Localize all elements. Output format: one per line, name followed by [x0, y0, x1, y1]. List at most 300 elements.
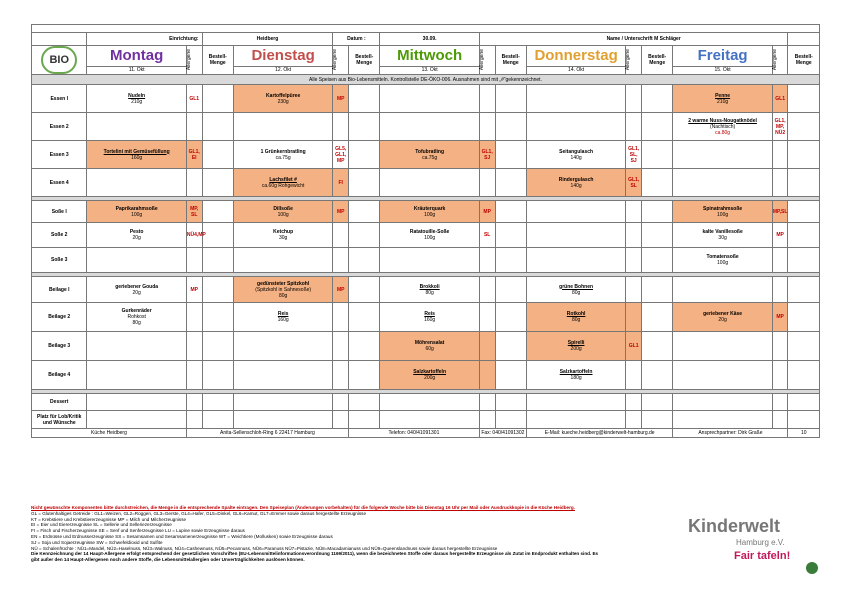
order-quantity-cell[interactable] [642, 411, 673, 429]
allergen-cell [186, 169, 202, 197]
allergen-cell [479, 248, 495, 273]
meal-cell [233, 113, 332, 141]
allergen-code: GL1, EI [188, 148, 200, 161]
meal-name: Ketchup [273, 229, 294, 235]
meal-cell [526, 113, 625, 141]
allergen-code: NÜ4,MP [186, 232, 206, 238]
order-quantity-cell[interactable] [642, 361, 673, 390]
allergen-cell [186, 113, 202, 141]
meal-name: geriebener Käse [703, 311, 743, 317]
menu-row-essen4 [32, 169, 820, 197]
meal-amount: 80g [278, 292, 288, 299]
menu-row-sosse3 [32, 248, 820, 273]
row-label: Beilage 3 [32, 332, 87, 361]
order-quantity-cell[interactable] [495, 248, 526, 273]
meal-name: Seitangulasch [559, 148, 594, 155]
order-quantity-cell[interactable] [788, 141, 820, 169]
meal-amount: 230g [277, 98, 289, 105]
meal-cell [526, 361, 625, 390]
meal-amount: 140g [570, 154, 582, 161]
order-quantity-cell[interactable] [349, 248, 380, 273]
order-quantity-cell[interactable] [495, 113, 526, 141]
legend-line: FI = Fisch und Fischerzeugnisse SE = Senf und Senferzeugnisse LU = Lupine sowie Erzeugnisse daraus [31, 528, 245, 534]
meal-cell [673, 361, 772, 390]
meal-cell [380, 169, 479, 197]
allergen-cell [186, 141, 202, 169]
legend-line: NÜ = Schalenfrüchte : NÜ1=Mandel, NÜ2=Haselnuss, NÜ3=Walnuss, NÜ4=Cashewnuss, NÜ5=Pecannuss, NÜ6=Paranuss NÜ7=Pistazie, NÜ8=Macadamianuss und NÜ9=Queenslandnuss sowie daraus hergestellte Erzeugnisse [31, 545, 498, 551]
date-mittwoch: 13. Okt [380, 66, 479, 74]
bio-logo: BIO [32, 46, 87, 75]
meal-name: kalte Vanillesoße [702, 229, 743, 235]
name-signature[interactable]: Name / Unterschrift M Schläger [479, 33, 788, 46]
meal-name: Nudeln [128, 92, 146, 99]
allergen-code: MP [776, 314, 784, 320]
order-quantity-cell[interactable] [349, 394, 380, 411]
order-quantity-cell[interactable] [202, 303, 233, 332]
einrichtung-label: Einrichtung: [87, 33, 202, 46]
order-quantity-cell[interactable] [202, 201, 233, 223]
menu-row-beilage3 [32, 332, 820, 361]
allergen-cell [479, 113, 495, 141]
meal-cell [380, 141, 479, 169]
allergen-cell [333, 201, 349, 223]
allergen-cell [479, 303, 495, 332]
allergen-cell [772, 411, 788, 429]
meal-amount: 100g [717, 211, 729, 218]
row-label: Beilage I [32, 277, 87, 303]
order-quantity-cell[interactable] [788, 85, 820, 113]
meal-cell [526, 141, 625, 169]
order-quantity-cell[interactable] [495, 361, 526, 390]
order-quantity-cell[interactable] [349, 141, 380, 169]
allergen-cell [333, 277, 349, 303]
order-quantity-cell[interactable] [788, 411, 820, 429]
meal-cell [233, 361, 332, 390]
menu-row-beilage4 [32, 361, 820, 390]
legend-line: GL = Glutenhaltiges Getreide : GL1=Weizen, GL2=Roggen, GL3=Gerste, GL4=Hafer, GL5=Dinkel, GL6=Kamut, GL7=Emmer sowie daraus hergestellte Erzeugnisse [31, 510, 367, 516]
row-label: Essen 3 [32, 141, 87, 169]
menu-row-beilage1 [32, 277, 820, 303]
allergen-cell [626, 113, 642, 141]
meal-name: 2 warme Nuss-Nougatknödel [688, 117, 757, 124]
meal-cell [673, 141, 772, 169]
meal-name: Reis [277, 311, 289, 317]
order-quantity-cell[interactable] [788, 303, 820, 332]
order-quantity-cell[interactable] [642, 169, 673, 197]
legend-line: Die Kennzeichnung der 14 Haupt-Allergene erfolgt entsprechend der gesetzlichen Vorschriften (EU-Lebensmittelinformationsverordnung 1169/2011), wenn die bezeichneten Stoffe oder daraus hergestellte Erzeugnisse als Zutat im Endprodukt enthalten sind. Es [31, 551, 599, 557]
meal-name: Brokkoli [419, 283, 440, 290]
meal-amount: 80g [425, 289, 434, 296]
order-quantity-cell[interactable] [642, 394, 673, 411]
order-quantity-cell[interactable] [642, 248, 673, 273]
allergen-cell [772, 113, 788, 141]
order-quantity-cell[interactable] [642, 141, 673, 169]
order-quantity-cell[interactable] [495, 394, 526, 411]
order-quantity-cell[interactable] [788, 394, 820, 411]
meal-amount: 160g [424, 317, 436, 323]
meal-cell [526, 303, 625, 332]
meal-name: Möhrensalat [414, 340, 445, 346]
meal-amount: 30g [718, 235, 727, 241]
order-quantity-cell[interactable] [642, 201, 673, 223]
menu-sheet [31, 24, 820, 438]
menu-row-sosse2 [32, 223, 820, 248]
order-quantity-cell[interactable] [202, 277, 233, 303]
meal-name: Kräuterquark [413, 205, 446, 212]
einrichtung-value[interactable]: Heidberg [202, 33, 333, 46]
allergen-cell [772, 303, 788, 332]
meal-amount: ca.75g [275, 154, 291, 161]
meal-amount: 20g [718, 317, 727, 323]
meal-cell [673, 303, 772, 332]
allergen-cell [626, 303, 642, 332]
allergen-cell [626, 201, 642, 223]
allergen-code: FI [338, 179, 343, 186]
order-quantity-cell[interactable] [495, 141, 526, 169]
meal-name: Rotkohl [566, 311, 586, 317]
order-quantity-cell[interactable] [202, 361, 233, 390]
meal-cell [87, 141, 186, 169]
meal-amount: 160g [131, 154, 143, 161]
meal-amount: 60g [425, 346, 434, 352]
allergen-code: GL1, MP, NÜ2 [774, 117, 786, 136]
order-quantity-cell[interactable] [349, 85, 380, 113]
meal-cell [233, 141, 332, 169]
allergen-cell [479, 169, 495, 197]
allergen-cell [479, 223, 495, 248]
order-quantity-cell[interactable] [349, 277, 380, 303]
menu-row-essen3 [32, 141, 820, 169]
meal-name: grüne Bohnen [559, 283, 594, 290]
meal-cell [526, 201, 625, 223]
meal-amount: 160g [277, 317, 289, 323]
order-quantity-cell[interactable] [349, 361, 380, 390]
allergen-code: MP [336, 95, 345, 102]
legend-line: EI = Eier und Eiererzeugnisse SL = Sellerie und Selleriezerzeugnisse [31, 522, 172, 528]
meal-name: Pesto [129, 229, 144, 235]
allergen-code: GL1 [775, 95, 785, 102]
meal-amount: 80g [132, 320, 141, 326]
meal-cell [233, 332, 332, 361]
meal-amount: ca.80g [715, 129, 731, 136]
allergen-cell [333, 113, 349, 141]
meal-amount: 140g [570, 182, 582, 189]
allergen-cell [333, 303, 349, 332]
meal-cell [380, 332, 479, 361]
order-quantity-cell[interactable] [349, 223, 380, 248]
menu-row-dessert [32, 394, 820, 411]
order-quantity-cell[interactable] [349, 169, 380, 197]
date-freitag: 15. Okt [673, 66, 772, 74]
day-dienstag: Dienstag [233, 46, 332, 67]
order-quantity-cell[interactable] [495, 411, 526, 429]
order-quantity-cell[interactable] [202, 223, 233, 248]
allergen-cell [626, 361, 642, 390]
row-label: Essen 4 [32, 169, 87, 197]
meal-cell [380, 277, 479, 303]
row-label: Dessert [32, 394, 87, 411]
menu-row-essen2 [32, 113, 820, 141]
meal-cell [380, 85, 479, 113]
allergen-cell [333, 361, 349, 390]
allergen-code: MP, SL [190, 205, 199, 218]
meal-cell [673, 394, 772, 411]
meal-name: Rindergulasch [558, 176, 594, 183]
meal-cell [233, 169, 332, 197]
meal-cell [233, 277, 332, 303]
allergen-cell [333, 411, 349, 429]
order-quantity-cell[interactable] [495, 223, 526, 248]
allergen-cell [333, 332, 349, 361]
row-label: Beilage 4 [32, 361, 87, 390]
meal-cell [673, 277, 772, 303]
meal-amount: 200g [570, 346, 582, 352]
order-quantity-cell[interactable] [642, 223, 673, 248]
meal-amount: 100g [424, 211, 436, 218]
meal-cell [87, 113, 186, 141]
meal-cell [673, 332, 772, 361]
allergen-code: MP [483, 208, 491, 215]
meal-cell [673, 169, 772, 197]
allergen-cell [186, 361, 202, 390]
date-montag: 11. Okt [87, 66, 186, 74]
row-label: Soße 3 [32, 248, 87, 273]
row-label: Soße I [32, 201, 87, 223]
meal-amount: 180g [570, 375, 582, 381]
allergen-code: MP [336, 208, 345, 215]
meal-name: Spinatrahmsoße [703, 205, 743, 212]
allergen-cell [479, 141, 495, 169]
order-quantity-cell[interactable] [495, 277, 526, 303]
date-donnerstag: 14. Okt [526, 66, 625, 74]
allergen-cell [479, 85, 495, 113]
meal-cell [673, 113, 772, 141]
order-quantity-cell[interactable] [202, 411, 233, 429]
meal-cell [673, 223, 772, 248]
meal-cell [526, 394, 625, 411]
meal-name: geriebener Gouda [115, 283, 159, 290]
footer-adresse: Anita-Sellenschloh-Ring 6 22417 Hamburg [186, 429, 348, 438]
meal-name: Gurkenräder [121, 308, 152, 314]
footer-telefon: Telefon: 040/41091301 [349, 429, 480, 438]
legend-line: KT = Krebstiere und Krebstiererzeugnisse MP = Milch und Milcherzeugnisse [31, 516, 187, 522]
order-quantity-cell[interactable] [349, 303, 380, 332]
meal-cell [526, 248, 625, 273]
allergen-cell [772, 361, 788, 390]
menu-row-essen1 [32, 85, 820, 113]
order-instructions: Nicht gewünschte Komponenten bitte durchstreichen, die Menge in die entsprechende Spalte eintragen. Den Speiseplan (Änderungen vorbehalten) für die folgende Woche bitte bis Dienstag 16 Uhr per Mail oder Ausdruckkopie in die Küche Heidberg. [31, 505, 575, 510]
footer-email[interactable]: E-Mail: kueche.heidberg@kinderwelt-hamburg.de [526, 429, 672, 438]
order-quantity-cell[interactable] [349, 411, 380, 429]
order-quantity-cell[interactable] [349, 113, 380, 141]
meal-name: Tofubratling [415, 148, 445, 155]
date-dienstag: 12. Okt [233, 66, 332, 74]
meal-amount: 20g [132, 235, 141, 241]
order-quantity-cell[interactable] [788, 361, 820, 390]
allergen-cell [479, 394, 495, 411]
allergen-cell [772, 332, 788, 361]
allergen-cell [186, 411, 202, 429]
meal-amount: 30g [278, 235, 288, 241]
meal-cell [87, 411, 186, 429]
meal-cell [87, 332, 186, 361]
order-quantity-cell[interactable] [788, 113, 820, 141]
meal-cell [380, 361, 479, 390]
meal-cell [380, 411, 479, 429]
meal-amount: 100g [424, 235, 436, 241]
order-quantity-cell[interactable] [495, 201, 526, 223]
meal-cell [526, 85, 625, 113]
order-quantity-cell[interactable] [349, 201, 380, 223]
footer-kueche: Küche Heidberg [32, 429, 187, 438]
legend-line: SJ = Soja und Sojaerzeugnisse SW = Schwefeldioxid und Sulfite [31, 539, 163, 545]
order-quantity-cell[interactable] [642, 277, 673, 303]
allergen-cell [772, 394, 788, 411]
meal-amount: 210g [131, 98, 143, 105]
order-quantity-cell[interactable] [495, 85, 526, 113]
meal-cell [233, 248, 332, 273]
day-donnerstag: Donnerstag [526, 46, 625, 67]
meal-cell [673, 411, 772, 429]
order-quantity-cell[interactable] [495, 303, 526, 332]
meal-amount: (Nachtisch) [709, 123, 736, 130]
footer-nr: 10 [788, 429, 820, 438]
allergen-cell [772, 248, 788, 273]
allergen-cell [626, 332, 642, 361]
order-quantity-cell[interactable] [642, 303, 673, 332]
allergen-cell [479, 277, 495, 303]
row-label: Essen 2 [32, 113, 87, 141]
meal-amount: 100g [131, 211, 143, 218]
meal-cell [233, 303, 332, 332]
meal-amount: ca.60g Rohgewicht [261, 182, 305, 189]
allergen-cell [626, 141, 642, 169]
meal-name: Tortelini mit Gemüsefüllung [103, 148, 170, 155]
allergen-code: GL1 [189, 95, 200, 102]
allergen-cell [186, 303, 202, 332]
order-quantity-cell[interactable] [788, 201, 820, 223]
allergen-code: GL1, SL [628, 176, 640, 189]
allergen-cell [333, 248, 349, 273]
legend-line: gibt außer den 14 Haupt-Allergenen noch andere Stoffe, die Lebensmittelallergien oder Unverträglichkeiten auslösen können. [31, 557, 305, 563]
meal-amount: (Spitzkohl in Sahnesoße) [255, 286, 312, 293]
order-quantity-cell[interactable] [788, 169, 820, 197]
order-quantity-cell[interactable] [788, 223, 820, 248]
footer-ansprech: Ansprechpartner: Dirk Graße [673, 429, 788, 438]
allergen-cell [626, 411, 642, 429]
allergen-cell [772, 141, 788, 169]
order-quantity-cell[interactable] [349, 332, 380, 361]
allergen-cell [333, 85, 349, 113]
allergen-cell [772, 85, 788, 113]
menu-table: Einrichtung: Heidberg Datum : 30.09. Name / Unterschrift M Schläger BIO Montag Allergene Bestell-Menge Dienstag Allergene Bestell-Menge Mittwoch Allergene Bestell-Menge Donnerstag Allergene Bestell-Menge Freitag Allergene Bestell-Menge 11. Okt 12. Okt 13. Okt 14. Okt 15. Okt Alle Speisen aus Bio-Lebensmitteln. Kontrollstelle DE-ÖKO-006. Ausnahmen sind mit „#“gekennzeichnet. Essen I Nudeln 210g GL1 Kartoffelpüree 230g MP Penne 210g GL1 Essen 2 2 warme Nuss-Nougatknödel (Nachtisch) ca.80g GL1, MP, NÜ2 Essen 3 Tortelini mit Gemüsefüllung 160g GL1, EI 1 Grünkernbratling ca.75g GL5, GL1, MP Tofubratling ca.75g GL1, SJ Seitangulasch 140g GL1, SL, SJ Essen 4 Lachsfilet # ca.60g Rohgewicht FI Rindergulasch 140g GL1, SL Soße I Paprikarahmsoße 100g MP, SL Dillsoße 100g MP Kräuterquark 100g MP Spinatrahmsoße 100g MP,SL Soße 2 Pesto 20g NÜ4,MP Ketchup 30g Ratatouille-Soße 100g SL kalte Vanillesoße 30g MP Soße 3 Tomatensoße 100g Beilage I geriebener Gouda 20g MP gedünsteter Spitzkohl (Spitzkohl in Sahnesoße) 80g MP Brokkoli 80g grüne Bohnen 80g Beilage 2 Gurkenräder Rohkost 80g Reis 160g Reis 160g Rotkohl 80g geriebener Käse 20g MP Beilage 3 Möhrensalat 60g Spirelli 200g GL1 Beilage 4 Salzkartoffeln 200g Salzkartoffeln 180g Dessert Platz für Lob/Kritik und Wünsche Küche Heidberg Anita-Sellenschloh-Ring 6 22417 Hamburg Telefon: 040/41091301 Fax: 040/41091302 E-Mail: kueche.heidberg@kinderwelt-hamburg.de Ansprechpartner: Dirk Graße 10 [31, 24, 820, 438]
meal-cell [380, 201, 479, 223]
order-quantity-cell[interactable] [202, 141, 233, 169]
meal-cell [233, 85, 332, 113]
allergen-cell [626, 169, 642, 197]
order-quantity-cell[interactable] [202, 248, 233, 273]
meal-cell [87, 361, 186, 390]
order-quantity-cell[interactable] [788, 277, 820, 303]
order-quantity-cell[interactable] [788, 332, 820, 361]
meal-cell [380, 223, 479, 248]
meal-cell [526, 169, 625, 197]
allergen-cell [333, 169, 349, 197]
meal-cell [87, 169, 186, 197]
order-quantity-cell[interactable] [788, 248, 820, 273]
datum-label: Datum : [333, 33, 380, 46]
row-label: Soße 2 [32, 223, 87, 248]
allergen-cell [772, 277, 788, 303]
meal-name: Salzkartoffeln [413, 369, 447, 375]
order-quantity-cell[interactable] [642, 85, 673, 113]
menu-row-platz [32, 411, 820, 429]
allergen-code: MP [336, 286, 345, 293]
order-quantity-cell[interactable] [642, 113, 673, 141]
order-quantity-cell[interactable] [202, 332, 233, 361]
order-quantity-cell[interactable] [202, 394, 233, 411]
allergen-cell [333, 141, 349, 169]
meal-name: 1 Grünkernbratling [260, 148, 306, 155]
meal-amount: 80g [571, 289, 581, 296]
order-quantity-cell[interactable] [202, 169, 233, 197]
datum-value[interactable]: 30.09. [380, 33, 479, 46]
meal-name: Paprikarahmsoße [115, 205, 158, 212]
meal-name: Dillsoße [273, 205, 293, 212]
meal-cell [233, 411, 332, 429]
row-label: Essen I [32, 85, 87, 113]
allergen-cell [479, 201, 495, 223]
meal-cell [673, 201, 772, 223]
meal-amount: 20g [132, 289, 141, 296]
allergen-cell [626, 248, 642, 273]
order-quantity-cell[interactable] [202, 85, 233, 113]
meal-cell [87, 201, 186, 223]
meal-cell [87, 85, 186, 113]
allergen-cell [186, 85, 202, 113]
menu-row-sosse1 [32, 201, 820, 223]
meal-cell [233, 394, 332, 411]
meal-name: gedünsteter Spitzkohl [257, 280, 310, 287]
order-quantity-cell[interactable] [495, 169, 526, 197]
meal-cell [233, 201, 332, 223]
meal-cell [87, 248, 186, 273]
allergen-cell [186, 394, 202, 411]
order-quantity-cell[interactable] [202, 113, 233, 141]
order-quantity-cell[interactable] [642, 332, 673, 361]
bio-notice: Alle Speisen aus Bio-Lebensmitteln. Kontrollstelle DE-ÖKO-006. Ausnahmen sind mit „#“gekennzeichnet. [32, 75, 820, 85]
allergen-cell [186, 223, 206, 248]
day-montag: Montag [87, 46, 186, 67]
meal-amount: 80g [571, 317, 581, 323]
seal-icon [806, 562, 818, 574]
allergen-cell [626, 223, 642, 248]
allergen-code: MP,SL [772, 208, 788, 215]
legend-line: EN = Erdnüsse und Erdnusserzeugnisse SS = Sesamsamen und Sesamsamenerzeugnisse WT = Weichtiere (Mollusken) sowie Erzeugnisse daraus [31, 533, 333, 539]
meal-amount: Rohkost [127, 314, 146, 320]
allergen-cell [479, 411, 495, 429]
order-quantity-cell[interactable] [495, 332, 526, 361]
row-label: Beilage 2 [32, 303, 87, 332]
meal-amount: 100g [717, 260, 729, 266]
day-freitag: Freitag [673, 46, 772, 67]
meal-cell [233, 223, 332, 248]
allergen-cell [333, 394, 349, 411]
meal-name: Salzkartoffeln [559, 369, 593, 375]
allergen-code: MP [190, 286, 198, 293]
meal-cell [526, 277, 625, 303]
meal-name: Reis [424, 311, 435, 317]
